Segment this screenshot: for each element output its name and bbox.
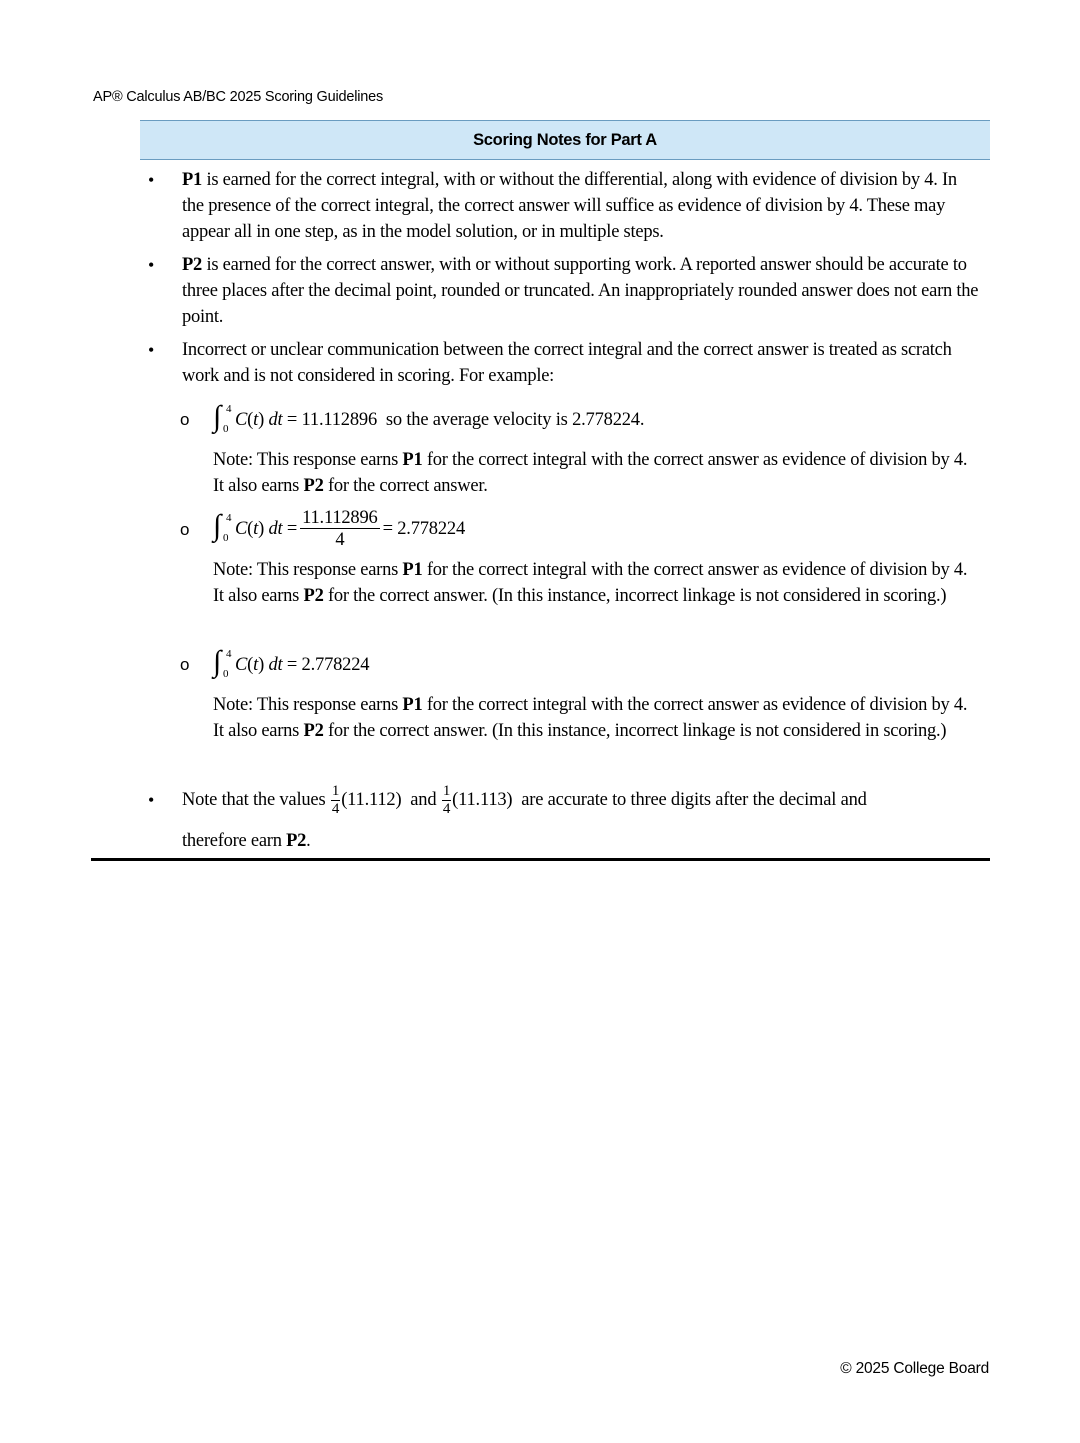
example-3-expression: ∫ 4 0 C ( t ) dt = 2.778224 <box>213 645 370 680</box>
page-header-title: AP® Calculus AB/BC 2025 Scoring Guidelines <box>93 89 384 105</box>
bullet-dot: • <box>148 340 155 360</box>
fraction-quarter: $\frac{1}{4}$ <box>442 782 451 817</box>
sub-bullet-circle: o <box>180 410 190 429</box>
note-p2: P2 is earned for the correct answer, with or without supporting work. A reported answer should be accurate to three places after the decimal point, rounded or truncated. An inappropriately rounded answer does not earn the point. <box>182 255 979 327</box>
integral-sign: ∫ 4 0 <box>213 645 232 680</box>
integral-sign: ∫ 4 0 <box>213 400 232 435</box>
section-title: Scoring Notes for Part A <box>473 130 657 149</box>
example-1-note: Note: This response earns P1 for the correct integral with the correct answer as evidence of division by 4. It also earns P2 for the correct answer. <box>213 450 968 496</box>
bullet-dot: • <box>148 255 155 275</box>
example-2-note: Note: This response earns P1 for the correct integral with the correct answer as evidence of division by 4. It also earns P2 for the correct answer. (In this instance, incorrect linkage is not considered in scoring.) <box>213 560 968 606</box>
integral-sign: ∫ 4 0 <box>213 509 232 544</box>
example-2-expression: ∫ 4 0 C ( t ) dt = $\frac{11.112896}{4}$ = 2.778224 <box>213 507 466 550</box>
note-values-line-2: therefore earn P2. <box>182 831 311 851</box>
example-3-note: Note: This response earns P1 for the correct integral with the correct answer as evidence of division by 4. It also earns P2 for the correct answer. (In this instance, incorrect linkage is not considered in scoring.) <box>213 695 968 741</box>
bullet-dot: • <box>148 790 155 810</box>
sub-bullet-circle: o <box>180 655 190 674</box>
fraction-quarter: $\frac{1}{4}$ <box>331 782 340 817</box>
section-header-band <box>140 120 990 160</box>
bullet-dot: • <box>148 170 155 190</box>
example-1-expression: ∫ 4 0 C ( t ) dt = 11.112896 so the average velocity is 2.778224. <box>213 400 645 435</box>
note-p1: P1 is earned for the correct integral, with or without the differential, along with evidence of division by 4. In the presence of the correct integral, the correct answer will suffice as evidence of division by 4. These may appear all in one step, as in the model solution, or in multiple steps. <box>182 170 957 242</box>
section-bottom-rule <box>91 858 990 861</box>
footer-copyright: © 2025 College Board <box>840 1360 989 1377</box>
note-linkage: Incorrect or unclear communication between the correct integral and the correct answer is treated as scratch work and is not considered in scoring. For example: <box>182 340 952 386</box>
sub-bullet-circle: o <box>180 520 190 539</box>
note-values-line: Note that the values $\frac{1}{4}$ (11.112) and $\frac{1}{4}$ (11.113) are accurate to three digits after the decimal and <box>182 782 867 817</box>
fraction: $\frac{11.112896}{4}$ <box>302 507 378 550</box>
